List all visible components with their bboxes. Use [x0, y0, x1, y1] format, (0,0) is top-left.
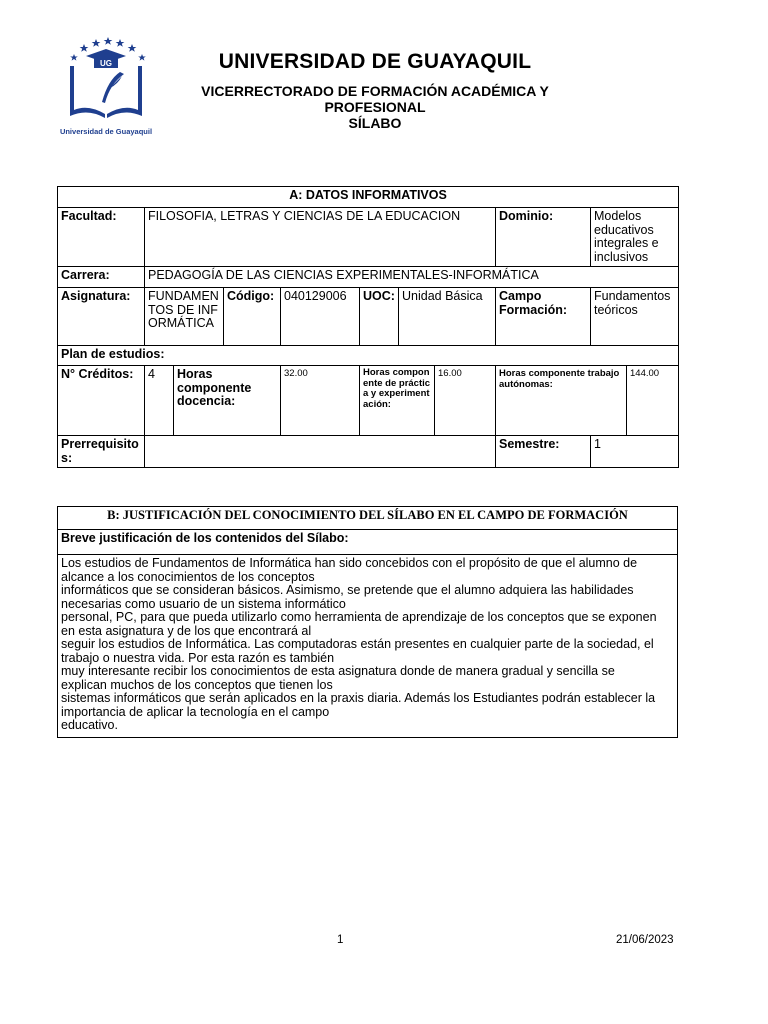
- creditos-label: N° Créditos:: [58, 366, 145, 436]
- uoc-label: UOC:: [360, 288, 399, 346]
- carrera-label: Carrera:: [58, 267, 145, 288]
- asignatura-value: FUNDAMENTOS DE INFORMÁTICA: [145, 288, 224, 346]
- text-line: trabajo o nuestra vida. Por esta razón es también: [61, 650, 335, 665]
- university-crest-icon: [58, 36, 154, 128]
- carrera-value: PEDAGOGÍA DE LAS CIENCIAS EXPERIMENTALES-INFORMÁTICA: [145, 267, 679, 288]
- dominio-label: Dominio:: [496, 208, 591, 267]
- justificacion-table: [57, 506, 678, 738]
- section-b-subtitle: Breve justificación de los contenidos del Sílabo:: [58, 530, 678, 555]
- facultad-value: FILOSOFIA, LETRAS Y CIENCIAS DE LA EDUCACION: [145, 208, 496, 267]
- horas-docencia-value: 32.00: [281, 366, 360, 436]
- svg-text:UG: UG: [100, 59, 112, 68]
- text-line: personal, PC, para que pueda utilizarlo como herramienta de aprendizaje de los conceptos que se exponen: [61, 610, 657, 624]
- dominio-value: Modelos educativos integrales e inclusivos: [591, 208, 679, 267]
- asignatura-label: Asignatura:: [58, 288, 145, 346]
- datos-informativos-table: [57, 186, 679, 468]
- text-line: sistemas informáticos que serán aplicados en la praxis diaria. Además los Estudiantes podrán establecer la: [61, 691, 656, 705]
- section-a-title: A: DATOS INFORMATIVOS: [58, 187, 679, 208]
- prerrequisitos-label: Prerrequisitos:: [58, 436, 145, 468]
- codigo-value: 040129006: [281, 288, 360, 346]
- section-b-title: B: JUSTIFICACIÓN DEL CONOCIMIENTO DEL SÍLABO EN EL CAMPO DE FORMACIÓN: [58, 507, 678, 530]
- text-line: necesarias como usuario de un sistema informático: [61, 596, 346, 611]
- campo-formacion-value: Fundamentos teóricos: [591, 288, 679, 346]
- horas-docencia-label: Horas componente docencia:: [174, 366, 281, 436]
- horas-autonomo-label: Horas componente trabajo autónomas:: [496, 366, 627, 436]
- campo-formacion-label: Campo Formación:: [496, 288, 591, 346]
- facultad-label: Facultad:: [58, 208, 145, 267]
- text-line: educativo.: [61, 718, 118, 732]
- text-line: importancia de aplicar la tecnología en el campo: [61, 704, 330, 719]
- semestre-label: Semestre:: [496, 436, 591, 468]
- codigo-label: Código:: [224, 288, 281, 346]
- footer-date: 21/06/2023: [616, 934, 674, 946]
- horas-practica-value: 16.00: [435, 366, 496, 436]
- logo-caption: Universidad de Guayaquil: [59, 127, 153, 136]
- text-line: seguir los estudios de Informática. Las computadoras están presentes en cualquier parte de la sociedad, el: [61, 637, 654, 651]
- justificacion-text: [58, 555, 678, 738]
- page-number: 1: [337, 934, 344, 946]
- text-line: explican muchos de los conceptos que tienen los: [61, 677, 333, 692]
- uoc-value: Unidad Básica: [399, 288, 496, 346]
- text-line: informáticos que se consideran básicos. Asimismo, se pretende que el alumno adquiera las habilidades: [61, 583, 634, 597]
- text-line: en esta asignatura y de los que encontrará al: [61, 623, 312, 638]
- creditos-value: 4: [145, 366, 174, 436]
- vicerrectorado-title: VICERRECTORADO DE FORMACIÓN ACADÉMICA Y PROFESIONAL: [201, 83, 549, 115]
- semestre-value: 1: [591, 436, 679, 468]
- text-line: alcance a los conocimientos de los conceptos: [61, 569, 315, 584]
- prerrequisitos-value: [145, 436, 496, 468]
- text-line: Los estudios de Fundamentos de Informática han sido concebidos con el propósito de que el alumno de: [61, 556, 638, 570]
- horas-autonomo-value: 144.00: [627, 366, 679, 436]
- document-type-title: SÍLABO: [348, 115, 402, 131]
- university-title: UNIVERSIDAD DE GUAYAQUIL: [218, 50, 532, 73]
- horas-practica-label: Horas componente de práctica y experimentación:: [360, 366, 435, 436]
- plan-estudios-label: Plan de estudios:: [58, 346, 679, 366]
- text-line: muy interesante recibir los conocimientos de esta asignatura donde de manera gradual y sencilla se: [61, 664, 615, 678]
